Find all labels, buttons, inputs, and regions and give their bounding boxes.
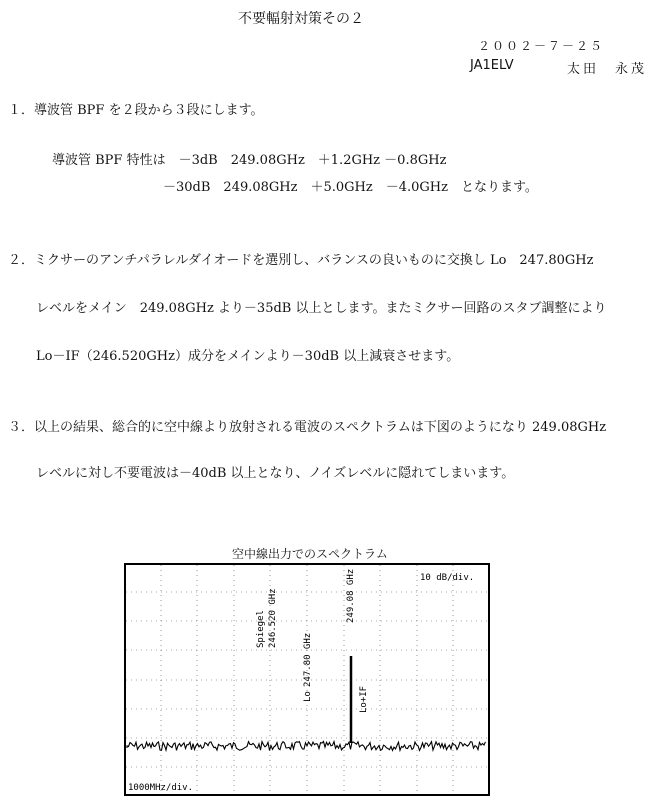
noise-trace xyxy=(127,742,486,751)
lo-marker-label: Lo xyxy=(303,691,313,702)
horizontal-scale-label: 1000MHz/div. xyxy=(128,783,194,793)
section-1-line-1: 導波管 BPF 特性は －3dB 249.08GHz ＋1.2GHz －0.8GHz xyxy=(52,153,447,168)
section-1-heading: １．導波管 BPF を２段から３段にします。 xyxy=(8,103,264,118)
section-2-line-3: Lo－IF（246.520GHz）成分をメインより－30dB 以上減衰させます。 xyxy=(36,349,460,364)
noise-floor-path xyxy=(127,742,486,751)
page-title: 不要輻射対策その２ xyxy=(238,11,364,27)
spectrum-plot xyxy=(124,563,490,796)
vertical-scale-label: 10 dB/div. xyxy=(420,573,475,583)
callsign: JA1ELV xyxy=(470,58,514,73)
author-name: 太田 永茂 xyxy=(567,62,648,77)
spiegel-frequency-label: 246.520 GHz xyxy=(268,588,278,648)
lo-if-label: Lo+IF xyxy=(359,685,369,713)
section-3-line-2: レベルに対し不要電波は－40dB 以上となり、ノイズレベルに隠れてしまいます。 xyxy=(36,466,515,481)
spectrum-title: 空中線出力でのスペクトラム xyxy=(232,547,388,561)
section-1-line-2: －30dB 249.08GHz ＋5.0GHz －4.0GHz となります。 xyxy=(163,180,538,195)
section-2-line-1: ２．ミクサーのアンチパラレルダイオードを選別し、バランスの良いものに交換し Lo 247.80GHz xyxy=(8,253,594,268)
spiegel-label: Spiegel xyxy=(256,610,266,648)
section-2-line-2: レベルをメイン 249.08GHz より－35dB 以上とします。またミクサー回路のスタブ調整により xyxy=(36,301,607,316)
section-3-line-1: ３．以上の結果、総合的に空中線より放射される電波のスペクトラムは下図のようになり 249.08GHz xyxy=(8,420,607,435)
main-frequency-label: 249.08 GHz xyxy=(346,568,356,623)
document-date: ２００２－７－２５ xyxy=(478,39,605,53)
lo-frequency-label: 247.80 GHz xyxy=(303,632,313,687)
